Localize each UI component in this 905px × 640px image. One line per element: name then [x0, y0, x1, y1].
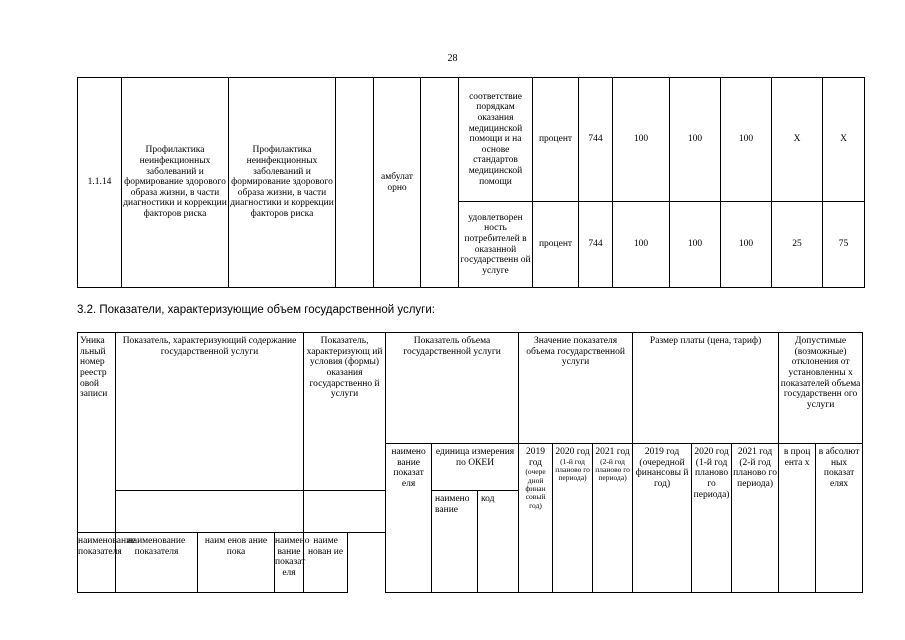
- value-2020: 100: [670, 202, 721, 288]
- content-spacer: [116, 491, 304, 533]
- content-name-2: наименование показателя: [116, 533, 198, 593]
- deviation-percent: 25: [772, 202, 823, 288]
- record-code: 1.1.14: [78, 78, 122, 288]
- indicator-name: соответствие порядкам оказания медицинской помощи и на основе стандартов медицинской помощи: [459, 78, 533, 202]
- unit-name-header: наимено вание: [432, 491, 478, 593]
- fee-2021-header: 2021 год (2-й год планово го периода): [732, 444, 779, 593]
- unit-code-header: код: [478, 491, 519, 593]
- value-2020: 100: [670, 78, 721, 202]
- header-volume-value: Значение показателя объема государственной услуги: [519, 333, 633, 444]
- indicator-name: удовлетворен ность потребителей в оказанной государственн ой услуге: [459, 202, 533, 288]
- service-content-2: Профилактика неинфекционных заболеваний и формирование здорового образа жизни, в части диагностики и коррекции факторов риска: [229, 78, 336, 288]
- page-number: 28: [447, 53, 458, 64]
- value-2019: 100: [613, 202, 670, 288]
- value-2020-subtitle: (1-й год планово го периода): [555, 456, 590, 483]
- unit-name: процент: [533, 202, 579, 288]
- value-2021: 100: [721, 202, 772, 288]
- value-2021: 100: [721, 78, 772, 202]
- service-condition-2: [421, 78, 459, 288]
- value-2021-subtitle: (2-й год планово го периода): [595, 456, 630, 483]
- value-2020-header: [553, 444, 593, 593]
- volume-indicator-name: наимено вание показат еля: [386, 444, 432, 593]
- header-unique-number: Уника льный номер реестр овой записи: [78, 333, 116, 533]
- condition-name-1: наимено вание показат еля: [275, 533, 304, 593]
- header-volume-indicator: Показатель объема государственной услуги: [386, 333, 519, 444]
- deviation-absolute: Х: [823, 78, 865, 202]
- quality-indicators-table: [77, 77, 865, 288]
- service-content-1: Профилактика неинфекционных заболеваний и формирование здорового образа жизни, в части диагностики и коррекции факторов риска: [122, 78, 229, 288]
- content-name-3: наим енов ание пока: [198, 533, 275, 593]
- value-2020-title: 2020 год: [555, 447, 590, 457]
- deviation-absolute-header: в абсолют ных показат елях: [816, 444, 863, 593]
- header-content-indicator: Показатель, характеризующий содержание государственной услуги: [116, 333, 304, 491]
- service-content-3: [336, 78, 374, 288]
- content-name-1: наименование показателя: [78, 533, 116, 593]
- condition-name-2: наиме нован ие: [304, 533, 348, 593]
- fee-2019-header: 2019 год (очередной финансовы й год): [633, 444, 692, 593]
- unit-name: процент: [533, 78, 579, 202]
- header-deviation: Допустимые (возможные) отклонения от установленны х показателей объема государственн ого услуги: [779, 333, 863, 444]
- conditions-spacer: [304, 491, 386, 533]
- deviation-absolute: 75: [823, 202, 865, 288]
- value-2021-title: 2021 год: [595, 447, 630, 457]
- okei-code: 744: [579, 202, 613, 288]
- okei-code: 744: [579, 78, 613, 202]
- deviation-percent-header: в проц ента х: [779, 444, 816, 593]
- deviation-percent: Х: [772, 78, 823, 202]
- header-fee: Размер платы (цена, тариф): [633, 333, 779, 444]
- value-2019-header: [519, 444, 553, 593]
- value-2021-header: [593, 444, 633, 593]
- section-heading: 3.2. Показатели, характеризующие объем государственной услуги:: [77, 304, 435, 316]
- value-2019-title: 2019 год: [526, 447, 546, 468]
- volume-unit-okei: единица измерения по ОКЕИ: [432, 444, 519, 491]
- value-2019: 100: [613, 78, 670, 202]
- fee-2020-header: 2020 год (1-й год планово го периода): [692, 444, 732, 593]
- service-condition-1: амбулат орно: [374, 78, 421, 288]
- header-conditions-indicator: Показатель, характеризующ ий условия (формы) оказания государственно й услуги: [304, 333, 386, 491]
- value-2019-subtitle: (очере дной финан совый год): [525, 467, 546, 510]
- volume-indicators-table: [77, 332, 863, 593]
